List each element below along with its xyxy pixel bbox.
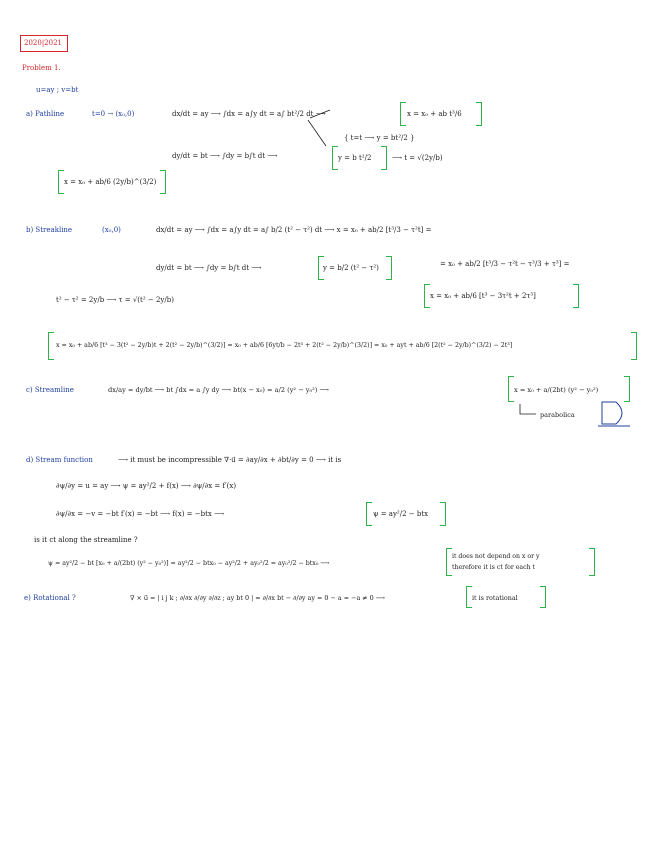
part-c-box: x = x₀ + a/(2bt) (y² − y₀²) [514, 386, 599, 394]
year-tag: 2020|2021 [24, 39, 62, 47]
part-b-long: x = x₀ + ab/6 [t³ − 3(t² − 2y/b)t + 2(t² − 2y/b)^(3/2)] = x₀ + ab/6 [6yt/b − 2t³ + 2(t² − 2y/b)^(3/2)] = x₀ + ayt + ab/6 [2(t² − 2y/b)^(3/2) − 2t³] [56, 342, 513, 349]
part-a-box2: y = b t²/2 [338, 154, 372, 162]
part-c-eq: dx/ay = dy/bt ⟶ bt ∫dx = a ∫y dy ⟶ bt(x − x₀) = a/2 (y² − y₀²) ⟶ [108, 386, 329, 394]
given-velocity: u=ay ; v=bt [36, 86, 79, 94]
part-d-box2-line2: therefore it is ct for each t [452, 564, 536, 571]
part-b-label: b) Streakline [26, 226, 73, 234]
part-b-tau: t² − τ² = 2y/b ⟶ τ = √(t² − 2y/b) [56, 296, 174, 304]
part-b-eq2-tail: = x₀ + ab/2 [t³/3 − τ²t − τ³/3 + τ³] = [440, 260, 570, 268]
part-a-eq2-tail: ⟶ t = √(2y/b) [392, 154, 443, 162]
part-e-eq: ∇ × u⃗ = | i j k ; ∂/∂x ∂/∂y ∂/∂z ; ay bt 0 | = ∂/∂x bt − ∂/∂y ay = 0 − a = −a ≠ 0 ⟶ [130, 594, 385, 602]
part-a-box1: x = x₀ + ab t³/6 [407, 110, 462, 118]
part-b-ic: (x₀,0) [102, 226, 121, 234]
part-a-eq1: dx/dt = ay ⟶ ∫dx = a∫y dt = a∫ bt²/2 dt ⟶ [172, 110, 326, 118]
part-d-box: ψ = ay²/2 − btx [373, 510, 429, 518]
part-e-label: e) Rotational ? [24, 594, 76, 602]
part-d-question: is it ct along the streamline ? [34, 536, 138, 544]
part-b-eq1: dx/dt = ay ⟶ ∫dx = a∫y dt = a∫ b/2 (t² − τ²) dt ⟶ x = x₀ + ab/2 [t³/3 − τ²t] = [156, 226, 432, 234]
part-b-box3: x = x₀ + ab/6 [t³ − 3τ²t + 2τ³] [430, 292, 536, 300]
part-b-box2: y = b/2 (t² − τ²) [323, 264, 379, 272]
part-d-line3: ∂ψ/∂x = −v = −bt f′(x) = −bt ⟶ f(x) = −btx ⟶ [56, 510, 225, 518]
part-c-note: parabolica [540, 411, 575, 419]
part-d-line1: ⟶ it must be incompressible ∇·u⃗ = ∂ay/∂x + ∂bt/∂y = 0 ⟶ it is [118, 456, 342, 464]
part-b-eq2: dy/dt = bt ⟶ ∫dy = b∫t dt ⟶ [156, 264, 262, 272]
part-e-box: it is rotational [472, 594, 518, 602]
problem-title: Problem 1. [22, 64, 61, 72]
part-a-eq2: dy/dt = bt ⟶ ∫dy = b∫t dt ⟶ [172, 152, 278, 160]
part-d-label: d) Stream function [26, 456, 93, 464]
part-d-box2-line1: it does not depend on x or y [452, 553, 540, 560]
part-d-line4: ψ = ay²/2 − bt [x₀ + a/(2bt) (y² − y₀²)] = ay²/2 − btx₀ − ay²/2 + ay₀²/2 = ay₀²/2 − btx₀ ⟶ [48, 560, 330, 567]
part-c-label: c) Streamline [26, 386, 74, 394]
part-a-note: { t=t ⟶ y = bt²/2 } [344, 134, 415, 142]
part-d-line2: ∂ψ/∂y = u = ay ⟶ ψ = ay²/2 + f(x) ⟶ ∂ψ/∂x = f′(x) [56, 482, 237, 490]
part-a-result: x = x₀ + ab/6 (2y/b)^(3/2) [64, 178, 157, 186]
part-a-ic: t=0 → (x₀,0) [92, 110, 135, 118]
part-a-label: a) Pathline [26, 110, 65, 118]
